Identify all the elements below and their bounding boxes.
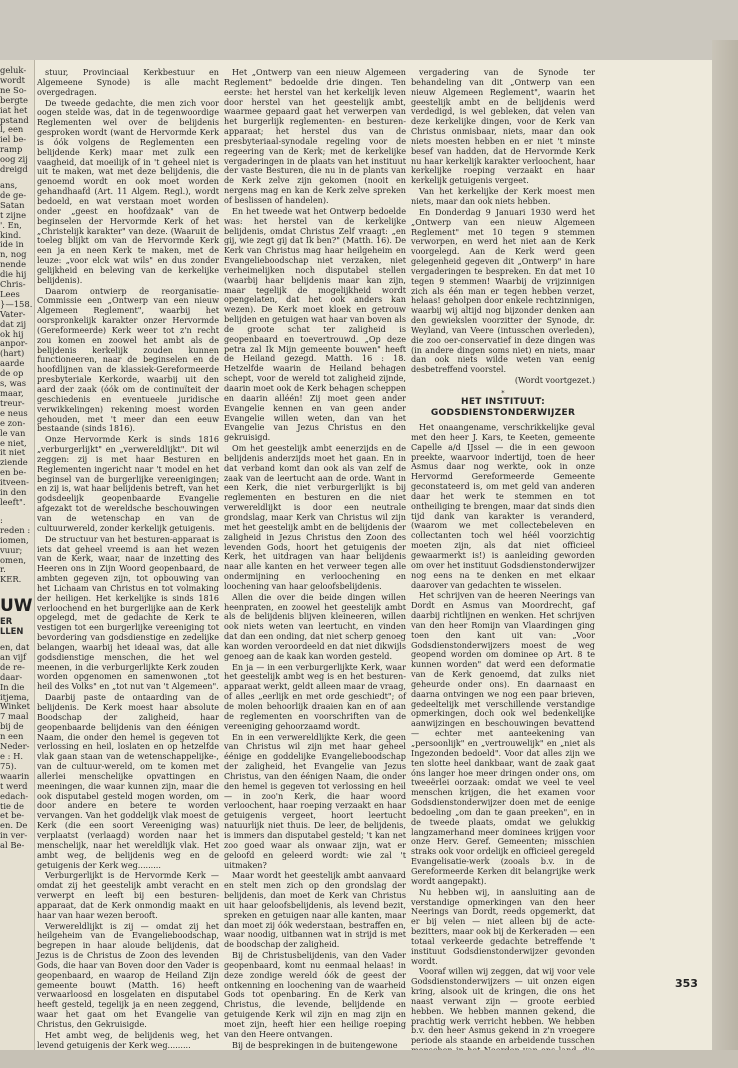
prev-page-fragment-line: die hij xyxy=(0,269,27,280)
prev-page-fragment-line: n, nog xyxy=(0,249,27,260)
article-paragraph: De tweede gedachte, die men zich voor oogen stelde was, dat in de tegenwoordige Reglementen wel over de belijdenis gesproken wordt (want de Hervormde Kerk is óók volgens de Reglementen een belijdende Kerk) maar met zulk een vaagheid, dat moeilijk of in 't geheel niet is uit te maken, wat met deze belijdenis, die genoemd wordt en ook moet worden gehandhaafd (Art. 11 Algem. Regl.), wordt bedoeld, en wat verstaan moet worden onder „geest en hoofdzaak" van de beginselen der Hervormde Kerk of het „Christelijk karakter" van deze. (Waaruit de toeleg blijkt om van de Hervormde Kerk een ja en neen Kerk te maken, met de leuze: „voor elck wat wils" en dus zonder gelijkheid en beleving van de kerkelijke belijdenis). xyxy=(37,97,219,285)
prev-page-fragment-line: an vijf xyxy=(0,651,27,662)
prev-page-fragment-line: iomen, xyxy=(0,534,29,545)
prev-page-fragment-line: en. De xyxy=(0,820,28,831)
prev-page-fragment-line: bergte xyxy=(0,94,29,105)
column-left xyxy=(37,68,219,1051)
prev-page-fragment-line: ramp xyxy=(0,144,23,155)
section-divider-star: * xyxy=(501,389,505,397)
prev-page-fragment-line: Satan xyxy=(0,199,25,210)
article-paragraph: Daarom ontwierp de reorganisatie-Commissie een „Ontwerp van een nieuw Algemeen Reglement", waarbij het oorspronkelijk karakter onzer Hervormde (Gereformeerde) Kerk weer tot z'n recht zou komen en zoowel het ambt als de belijdenis kerkelijk zouden kunnen functioneeren, naar de beginselen en de hoofdlijnen van de klassiek-Gereformeerde presbyteriale Kerkorde, waarbij uit den aard der zaak (óók om de continuïteit der geschiedenis en eventueele juridische verwikkelingen) rekening moest worden gehouden, met 't meer dan een eeuw bestaande (sinds 1816). xyxy=(37,285,219,434)
article-paragraph: Het ambt weg, de belijdenis weg, het levend getuigenis der Kerk weg......... xyxy=(37,1029,219,1050)
prev-page-fragment-line: ER xyxy=(0,616,13,627)
prev-page-heading-fragment: UW xyxy=(0,596,33,617)
section-title-line-2: GODSDIENSTONDERWIJZER xyxy=(430,408,576,418)
prev-page-fragment-line: LLEN xyxy=(0,626,24,637)
prev-page-fragment-line: al Be- xyxy=(0,840,25,851)
prev-page-fragment-line: oog zij xyxy=(0,154,28,165)
prev-page-fragment-block xyxy=(0,66,34,175)
prev-page-fragment-line: bij de xyxy=(0,721,24,732)
prev-page-fragment-line: s, was xyxy=(0,378,27,389)
article-paragraph: Verburgerlijkt is de Hervormde Kerk — omdat zij het geestelijk ambt veracht en verwerpt en leeft bij een besturen-apparaat, dat de Kerk onmondig maakt en haar van haar wezen berooft. xyxy=(37,870,219,920)
prev-page-fragment-line: pstand xyxy=(0,114,29,125)
prev-page-fragment-line: aarde xyxy=(0,358,25,369)
prev-page-fragment-line: geluk- xyxy=(0,65,27,75)
prev-page-fragment-line: le van xyxy=(0,427,26,438)
prev-page-fragment-line: it niet xyxy=(0,447,26,458)
column-right xyxy=(411,68,595,1066)
prev-page-fragment-line: dreigd xyxy=(0,164,28,175)
magazine-page xyxy=(0,60,712,1050)
article-paragraph: stuur, Provinciaal Kerkbestuur en Algemeene Synode) is alle macht overgedragen. xyxy=(37,67,219,97)
article-paragraph: Verwereldlijkt is zij — omdat zij het heilgeheim van de Evangelieboodschap, begrepen in haar aloude belijdenis, dat Jezus is de Christus de Zoon des levenden Gods, die haar van Boven door den Vader is geopenbaard, en waarop de Heiland Zijn gemeente bouwt (Matth. 16) heeft verwaarloosd en losgelaten en disputabel heeft gesteld, tegelijk ja en neen zeggend, waar het gaat om het Evangelie van Christus, den Gekruisigde. xyxy=(37,920,219,1029)
prev-page-fragment-line: anpor- xyxy=(0,338,28,349)
prev-page-fragment-line: de re- xyxy=(0,661,25,672)
prev-page-fragment-line: wordt xyxy=(0,74,25,85)
article-paragraph: vergadering van de Synode ter behandeling van dit „Ontwerp van een nieuw Algemeen Reglement", waarin het geestelijk ambt en de belijdenis werd verdedigd, is wel gebleken, dat velen van deze kerkelijke dingen, voor de Kerk van Christus onmisbaar, niets, maar dan ook niets moesten hebben en er niet 't minste besef van hadden, dat de Hervormde Kerk nu haar kerkelijk karakter verloochent, haar kerkelijke roeping verzaakt en haar kerkelijk getuigenis vergeet. xyxy=(411,67,595,186)
article-paragraph: En Donderdag 9 Januari 1930 werd het „Ontwerp van een nieuw Algemeen Reglement" met 10 tegen 9 stemmen verworpen, en werd het niet aan de Kerk voorgelegd. Aan de Kerk werd geen gelegenheid gegeven dit „Ontwerp" in hare vergaderingen te bespreken. En dat met 10 tegen 9 stemmen! Waarbij de vrijzinnigen zich als één man er tegen hebben verzet, helaas! geholpen door enkele rechtzinnigen, waarbij wij altijd nog bijzonder denken aan den gewiekslen voorzitter der Synode, dr. Weyland, van Veere (intusschen overleden), die zoo oer-conservatief in deze dingen was (in andere dingen soms niet) en niets, maar dan ook niets wilde weten van eenig desbetreffend voorstel. xyxy=(411,206,595,375)
prev-page-fragment-line: t zijne xyxy=(0,209,27,220)
page-edge-shadow xyxy=(712,40,738,1050)
prev-page-fragment-line: KER. xyxy=(0,574,22,585)
prev-page-fragment-line: omen, xyxy=(0,554,26,565)
prev-page-fragment-line: in den xyxy=(0,487,27,498)
prev-page-fragment-line: itveen- xyxy=(0,477,29,488)
prev-page-fragment-line: Lees xyxy=(0,288,20,299)
prev-page-fragment-line: t werd xyxy=(0,780,28,791)
prev-page-fragment-line: ans, xyxy=(0,179,18,190)
prev-page-fragment-line: in ver- xyxy=(0,830,28,841)
article-paragraph: Het schrijven van de heeren Neerings van Dordt en Asmus van Moordrecht, gaf daarbij richtlijnen en wenken. Het schrijven van den heer Romijn van Vlaardingen ging toen den kant uit van: „Voor Godsdienstonderwijzers moest de weg geopend worden om dominee op Art. 8 te kunnen worden" dat werd een deformatie van de Kerk genoemd, dat zulks niet geheurde onder ons). En daarnaast en daarna ontvingen we nog een paar brieven, gedeeltelijk met verschillende verstandige opmerkingen, doch ook wel bedenkelijke aanwijzingen en beschouwingen bevattend — echter met aanteekening van „persoonlijk" en „vertrouwelijk" en „niet als Ingezonden bedoeld". Voor dat alles zijn we ten slotte heel dankbaar, want de zaak gaat óns langer hoe meer dringen onder ons, om tweeërlei oorzaak: omdat we veel te veel menschen krijgen, die het examen voor Godsdienstonderwijzer doen met de eenige bedoeling „om dan te gaan preeken", en in de tweede plaats, omdat we gelukkig langzamerhand meer dominees krijgen voor onze Herv. Geref. Gemeenten; misschien straks ook voor ordelijk en officieel geregeld Evangelisatie-werk (zooals b.v. in de Gereformeerde Kerken dit belangrijke werk wordt aangepakt). xyxy=(411,590,595,886)
prev-page-fragment-line: kind. xyxy=(0,229,22,240)
section-heading xyxy=(411,389,595,419)
prev-page-fragment-line: l, een xyxy=(0,124,24,135)
section-title-line-1: HET INSTITUUT: xyxy=(460,397,545,407)
prev-page-fragment-block xyxy=(0,643,34,851)
prev-page-fragment-line: e neus xyxy=(0,407,28,418)
prev-page-fragment-block xyxy=(0,181,34,508)
prev-page-fragment-line: vuur; xyxy=(0,544,23,555)
prev-page-fragment-line: (hart) xyxy=(0,348,25,359)
prev-page-fragment-line: e zon- xyxy=(0,417,26,428)
prev-page-fragment-line: 7 maal xyxy=(0,711,29,722)
article-paragraph: Allen die over die beide dingen willen heenpraten, en zoowel het geestelijk ambt als de belijdenis blijven kleineeren, willen ook niets weten van leertucht, en vinden dat dan een onding, dat niet scherp genoeg kan worden veroordeeld en dat niet dikwijls genoeg aan de kaak kan worden gesteld. xyxy=(224,591,406,661)
prev-page-fragment-line: e niet, xyxy=(0,437,27,448)
prev-page-heading-small xyxy=(0,617,34,637)
article-paragraph: De structuur van het besturen-apparaat is iets dat geheel vreemd is aan het wezen van de Kerk, waar, naar de inzetting des Heeren ons in Zijn Woord geopenbaard, de ambten gegeven zijn, tot opbouwing van het Lichaam van Christus en tot volmaking der heiligen. Het kerkelijke is sinds 1816 verloochend en het burgerlijke aan de Kerk opgelegd, met de gedachte de Kerk te vestigen tot een burgerlijke vereeniging tot bevordering van godsdienstige en zedelijke belangen, waarbij het ideaal was, dat alle godsdienstige menschen, die het wel meenen, in die verburgerlijkte Kerk zouden worden opgenomen en samenwonen „tot heil des Volks" en „tot nut van 't Algemeen". xyxy=(37,533,219,692)
page-number: 353 xyxy=(675,977,698,990)
prev-page-fragment-block xyxy=(0,516,34,585)
column-middle xyxy=(224,68,406,1051)
prev-page-fragment-line: tie de xyxy=(0,800,24,811)
article-paragraph: Vooraf willen wij zeggen, dat wij voor vele Godsdienstonderwijzers — uit onzen eigen kring, alsook uit de kringen, die ons het naast verwant zijn — groote eerbied hebben. We hebben mannen gekend, die prachtig werk verricht hebben. We hebben b.v. den heer Asmus gekend in z'n vroegere periode als staande en arbeidende tusschen xyxy=(411,966,595,1046)
prev-page-fragment-line: }—158. xyxy=(0,298,33,309)
prev-page-fragment-line: en, dat xyxy=(0,642,30,653)
prev-page-fragment-line: iel be- xyxy=(0,134,27,145)
article-paragraph: Van het kerkelijke der Kerk moest men niets, maar dan ook niets hebben. xyxy=(411,186,595,206)
article-paragraph: En in een verwereldlijkte Kerk, die geen van Christus wil zijn met haar geheel éénige en goddelijke Evangelieboodschap der zaligheid, het Evangelie van Jezus Christus, van den éénigen Naam, die onder den hemel is gegeven tot verlossing en heil — in zoo'n Kerk, die haar woord verloochent, haar roeping verzaakt en haar getuigenis vergeet, hoort leertucht natuurlijk niet thuis. De leer, de belijdenis, is immers dan disputabel gesteld; 't kan net zoo goed waar als onwaar zijn, wat er geloofd en geleerd wordt: wie zal 't uitmaken? xyxy=(224,731,406,870)
prev-page-fragment-line: ne So- xyxy=(0,84,27,95)
prev-page-fragment-line: In die xyxy=(0,681,25,692)
prev-page-fragment-line: r. xyxy=(0,564,6,575)
prev-page-fragment-line: edach- xyxy=(0,790,29,801)
prev-page-fragment-line: iat het xyxy=(0,104,28,115)
prev-page-fragment-line: de ge- xyxy=(0,189,27,200)
prev-page-fragment-line: : xyxy=(0,514,3,525)
prev-page-fragment-line: waarin xyxy=(0,770,30,781)
article-paragraph: Om het geestelijk ambt eenerzijds en de belijdenis anderzijds moet het gaan. En in dat verband komt dan ook als van zelf de zaak van de leertucht aan de orde. Want in een Kerk, die niet verburgerlijkt is bij reglementen en besturen en die niet verwereldlijkt is door een neutrale grondslag, maar Kerk van Christus wil zijn met het geestelijk ambt en de belijdenis der zaligheid in Jezus Christus den Zoon des levenden Gods, hoort het getuigenis der Kerk, het uitdragen van haar belijdenis naar alle kanten en het verweer tegen alle ondermijning en verloochening en loochening van haar geloofsbelijdenis. xyxy=(224,443,406,591)
article-paragraph: En het tweede wat het Ontwerp bedoelde was: het herstel van de kerkelijke belijdenis, omdat Christus Zelf vraagt: „en gij, wie zegt gij dat Ik ben?" (Matth. 16). De Kerk van Christus mag haar heilgeheim en Evangelieboodschap niet verzaken, niet verheimelijken noch disputabel stellen (waarbij haar belijdenis maar kan zijn, maar tegelijk de mogelijkheid wordt opengelaten, dat het ook anders kan wezen). De Kerk moet kloek en getrouw belijden en getuigen wat haar van boven als de groote schat ter zaligheid is geopenbaard en toevertrouwd. „Op deze petra zal Ik Mijn gemeente bouwen" heeft de Heiland gezegd. Matth. 16 : 18. Hetzelfde waarin de Heiland behagen schept, voor de wereld tot zaligheid zijnde, daarin moet ook de Kerk behagen scheppen en daarin alléén! Zij moet geen ander Evangelie kennen en van geen ander Evangelie willen weten, dan van het Evangelie van Jezus Christus en den gekruisigd. xyxy=(224,205,406,443)
article-paragraph: Het onaangename, verschrikkelijke geval met den heer J. Kars, te Keeten, gemeente Capelle a/d IJssel — die in een gewoon preekte, waarvoor indertijd, toen de heer Asmus daar nog werkte, ook in onze Hervormd Gereformeerde Gemeente geconstateerd is, om met geld van anderen daar het werk te stemmen en tot ontheiliging te brengen, maar dat sinds dien tijd dank van karakter is veranderd, (waarom we met collectebeleven en collectanten toch wel héél voorzichtig moeten zijn, als dat niet officieel gewaarmerkt is!) is aanleiding geworden om over het instituut Godsdienstonderwijzer nog eens na te denken en met elkaar daarover van gedachten te wisselen. xyxy=(411,422,595,590)
article-paragraph: Bij de Christusbelijdenis, van den Vader geopenbaard, komt nu eenmaal helaas! in deze zondige wereld óók de geest der ontkenning en loochening van de waarheid Gods tot openbaring. En de Kerk van Christus, die levende, belijdende en getuigende Kerk wil zijn en mag zijn en moet zijn, heeft hier een heilige roeping van den Heere ontvangen. xyxy=(224,950,406,1039)
article-paragraph: (Wordt voortgezet.) xyxy=(514,375,595,386)
prev-page-fragment-line: treur- xyxy=(0,397,25,408)
prev-page-fragment-line: nende xyxy=(0,259,27,270)
prev-page-fragment-line: en be- xyxy=(0,467,27,478)
article-paragraph: Onze Hervormde Kerk is sinds 1816 „verburgerlijkt" en „verwereldlijkt". Dit wil zeggen: zij is met haar Besturen en Reglementen ingericht naar 't model en het beginsel van de burgerlijke vereenigingen; en zij is, wat haar belijdenis betreft, van het godsdeelijk geopenbaarde Evangelie afgezakt tot de wereldsche beschouwingen van de wetenschap en van de cultuurwereld, zonder kerkelijk getuigenis. xyxy=(37,434,219,533)
article-paragraph: Daarbij paste de ontaarding van de belijdenis. De Kerk moest haar absolute Boodschap der zaligheid, haar geopenbaarde belijdenis van den éénigen Naam, die onder den hemel is gegeven tot verlossing en heil, loslaten en op hetzelfde vlak gaan staan van de wetenschappelijke-, van de cultuur-wereld, om te komen met allerlei menschelijke opvattingen en meeningen, die waar kunnen zijn, maar die ook disputabel gesteld mogen worden, om door andere en betere te worden vervangen. Van het goddelijk vlak moest de Kerk (die een soort Vereeniging was) verplaatst (verlaagd) worden naar het menschelijk, naar het wereldlijk vlak. Het ambt weg, de belijdenis weg en de getuigenis der Kerk weg......... xyxy=(37,692,219,870)
prev-page-fragment-line: de op xyxy=(0,368,24,379)
previous-page-strip xyxy=(0,60,35,1050)
prev-page-fragment-line: reden : xyxy=(0,524,31,535)
prev-page-fragment-line: 75). xyxy=(0,760,17,771)
prev-page-fragment-line: Neder- xyxy=(0,741,30,752)
prev-page-fragment-line: et be- xyxy=(0,810,25,821)
prev-page-fragment-line: n een xyxy=(0,731,24,742)
prev-page-fragment-line: maar, xyxy=(0,388,24,398)
prev-page-fragment-line: itjema, xyxy=(0,691,30,702)
article-godsdienstonderwijzer xyxy=(411,423,595,1066)
prev-page-fragment-line: daar- xyxy=(0,671,23,682)
scan-bottom-band xyxy=(0,1050,738,1068)
prev-page-fragment-line: ok hij xyxy=(0,328,24,339)
article-paragraph: En ja — in een verburgerlijkte Kerk, waar het geestelijk ambt weg is en het besturen-apparaat werkt, geldt alleen maar de vraag, of alles „eerlijk en met orde geschiedt"; of de molen behoorlijk draaien kan en of aan de reglementen en voorschriften van de vereeniging gehoorzaamd wordt. xyxy=(224,661,406,731)
prev-page-fragment-line: Chris- xyxy=(0,279,26,290)
prev-page-fragment-line: e : H. xyxy=(0,751,24,761)
prev-page-fragment-line: dat zij xyxy=(0,318,27,329)
prev-page-fragment-line: Vater- xyxy=(0,308,26,319)
prev-page-fragment-line: ziende xyxy=(0,457,28,468)
article-continuation xyxy=(411,68,595,386)
prev-page-fragment-line: Winket xyxy=(0,701,30,712)
prev-page-fragment-line: leeft". xyxy=(0,496,26,507)
prev-page-fragment-line: ide in xyxy=(0,239,24,250)
article-paragraph: Nu hebben wij, in aansluiting aan de verstandige opmerkingen van den heer Neerings van Dordt, reeds opgemerkt, dat er bij velen — niet alleen bij de acte-bezitters, maar ook bij de Kerkeraden — een totaal verkeerde gedachte betreffende 't instituut Godsdienstonderwijzer gevonden wordt. xyxy=(411,886,595,966)
article-paragraph: Bij de besprekingen in de buitengewone xyxy=(232,1039,398,1050)
prev-page-fragment-line: '. En, xyxy=(0,219,22,230)
article-paragraph: Maar wordt het geestelijk ambt aanvaard en stelt men zich op den grondslag der belijdenis, dan moet de Kerk van Christus uit haar geloofsbelijdenis, als levend bezit, spreken en getuigen naar alle kanten, maar dan moet zij óók wederstaan, bestraffen en, waar noodig, uitbannen wat in strijd is met de boodschap der zaligheid. xyxy=(224,870,406,950)
article-paragraph: Het „Ontwerp van een nieuw Algemeen Reglement" bedoelde drie dingen. Ten eerste: het herstel van het kerkelijk leven door herstel van het geestelijk ambt, waarmee gepaard gaat het verwerpen van het burgerlijk reglementen- en besturen-apparaat; het herstel dus van de presbyteriaal-synodale regeling voor de regeering van de Kerk; met de kerkelijke vergaderingen in de plaats van het instituut der vaste Besturen, die nu in de plants van de Kerk zelve zijn gekomen (nooit en nergens mag en kan de Kerk zelve spreken of beslissen of handelen). xyxy=(224,67,406,205)
